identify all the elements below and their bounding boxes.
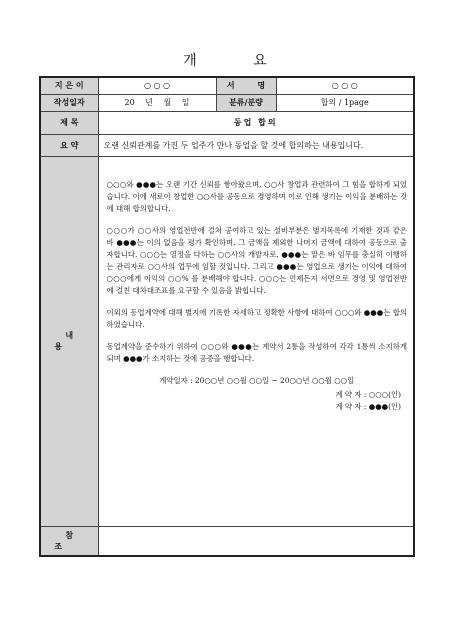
classification-value: 합의 / 1page [276,94,414,111]
party-2: 계 약 자 : ●●●(인) [335,401,401,411]
signature-label: 서 명 [216,77,276,94]
content-body [98,156,414,526]
reference-label: 참 조 [40,526,98,556]
summary-row [40,134,414,156]
reference-value [98,526,414,556]
author-value: ○ ○ ○ [98,77,216,94]
summary-label: 요 약 [40,134,98,156]
summary-form-table [39,76,415,557]
subject-row [40,111,414,134]
content-paragraph: ○○○가 ○○사의 영업전반에 걸쳐 공여하고 있는 설비부분은 별지목록에 기재한 것과 같은 바 ●●●는 이의 없음을 평가 확인하며, 그 금액을 제외한 나머지 금액에 대하여 공동으로 출자합니다. ○○○는 열정을 다하는 ○○사의 개발자로, ●●●는 맡은 바 임무를 충실히 이행하는 관리자로 ○○사의 업무에 임할 것입니다. 그리고 ●●●는 영업으로 생기는 이익에 대하여 ○○○에게 이익의 ○○% 를 분배해야 합니다. ○○○는 언제든지 서면으로 경영 및 영업전반에 걸친 대차대조표를 요구할 수 있음을 밝힙니다. [106,225,407,295]
content-row [40,156,414,526]
date-value: 20 년 월 일 [98,94,216,111]
document-title: 개 요 [183,53,293,69]
content-paragraph: 동업계약을 준수하기 위하여 ○○○와 ●●●는 계약서 2통을 작성하여 각각 1통씩 소지하게 되며 ●●●가 소지하는 것에 공증을 행합니다. [106,341,407,363]
contract-date: 계약일자 : 20○○년 ○○월 ○○일 ~ 20○○년 ○○월 ○○일 [159,375,355,385]
subject-label: 제 목 [40,111,98,134]
party-1: 계 약 자 : ○○○(인) [335,389,401,399]
author-row [40,77,414,94]
date-label: 작성일자 [40,94,98,111]
content-label: 내 용 [40,156,98,526]
date-row [40,94,414,111]
content-paragraph: 이외의 동업계약에 대해 별지에 기록한 자세하고 정확한 사항에 대하여 ○○○와 ●●●는 합의하였습니다. [106,307,407,329]
reference-row [40,526,414,556]
classification-label: 분류/분량 [216,94,276,111]
subject-value: 동업 합의 [98,111,414,134]
content-paragraph: ○○○와 ●●●는 오랜 기간 신뢰를 쌓아왔으며, ○○사 창업과 관련하여 그 힘을 합하게 되었습니다. 이에 새로이 창업한 ○○사를 공동으로 경영하며 이로 인해 생기는 이익을 분배하는 것에 대해 합의합니다. [106,179,407,213]
summary-value: 오랜 신뢰관계를 가진 두 업주가 만나 동업을 할 것에 합의하는 내용입니다. [98,134,414,156]
author-label: 지 은 이 [40,77,98,94]
signature-value: ○ ○ ○ [276,77,414,94]
